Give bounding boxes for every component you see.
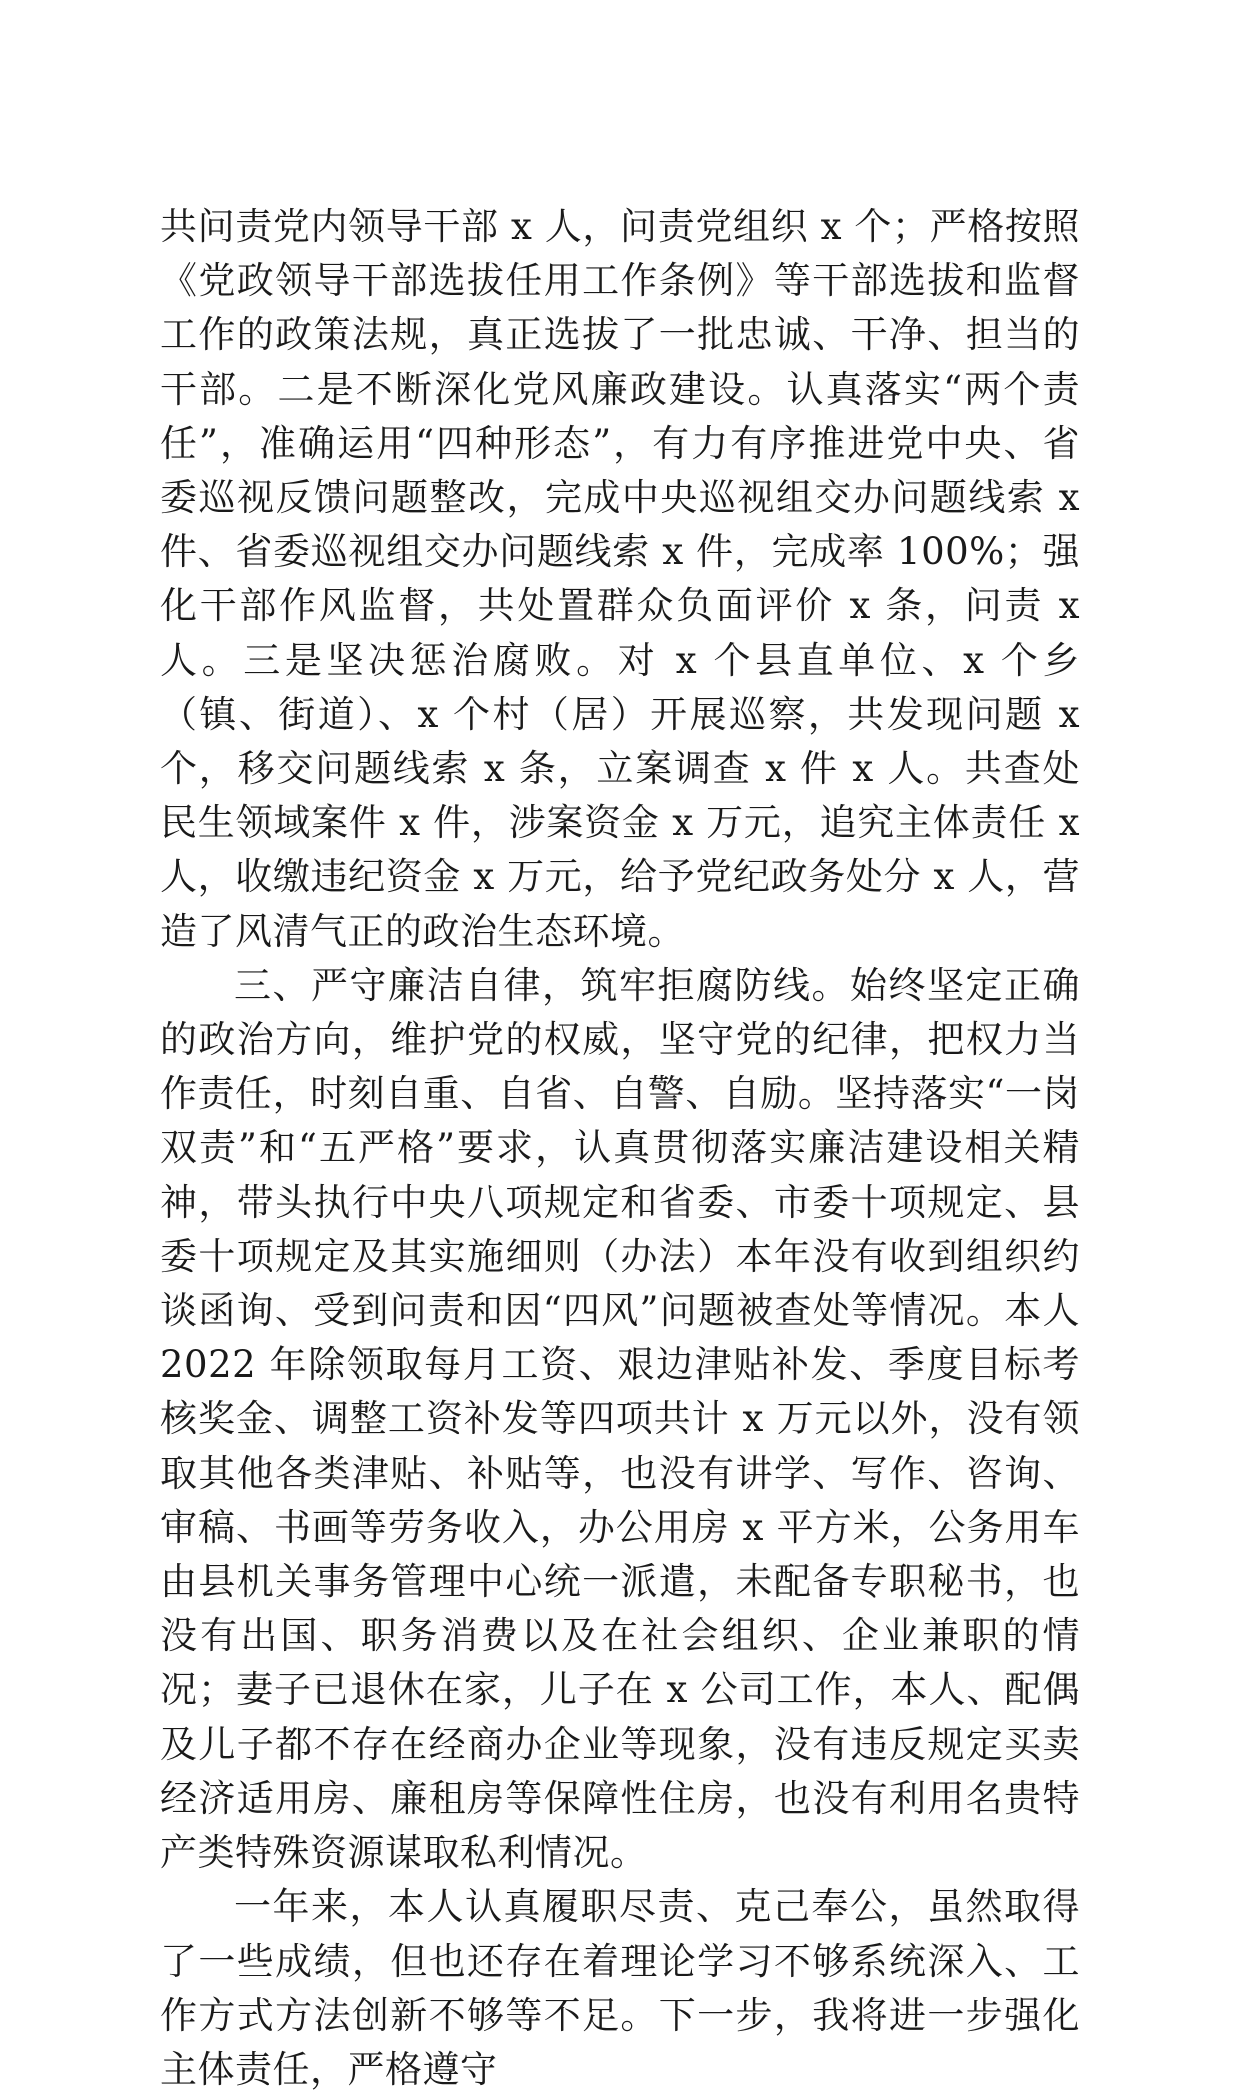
paragraph-integrity-self-discipline: 三、严守廉洁自律，筑牢拒腐防线。始终坚定正确的政治方向，维护党的权威，坚守党的纪律，把权力当作责任，时刻自重、自省、自警、自励。坚持落实“一岗双责”和“五严格”要求，认真贯彻落实廉洁建设相关精神，带头执行中央八项规定和省委、市委十项规定、县委十项规定及其实施细则（办法）本年没有收到组织约谈函询、受到问责和因“四风”问题被查处等情况。本人 2022 年除领取每月工资、艰边津贴补发、季度目标考核奖金、调整工资补发等四项共计 x 万元以外，没有领取其他各类津贴、补贴等，也没有讲学、写作、咨询、审稿、书画等劳务收入，办公用房 x 平方米，公务用车由县机关事务管理中心统一派遣，未配备专职秘书，也没有出国、职务消费以及在社会组织、企业兼职的情况；妻子已退休在家，儿子在 x 公司工作，本人、配偶及儿子都不存在经商办企业等现象，没有违反规定买卖经济适用房、廉租房等保障性住房，也没有利用名贵特产类特殊资源谋取私利情况。 <box>160 963 1080 1875</box>
document-page <box>160 200 1080 2097</box>
paragraph-summary: 一年来，本人认真履职尽责、克己奉公，虽然取得了一些成绩，但也还存在着理论学习不够系统深入、工作方式方法创新不够等不足。下一步，我将进一步强化主体责任，严格遵守 <box>160 1885 1080 2091</box>
paragraph-continuation: 共问责党内领导干部 x 人，问责党组织 x 个；严格按照《党政领导干部选拔任用工作条例》等干部选拔和监督工作的政策法规，真正选拔了一批忠诚、干净、担当的干部。二是不断深化党风廉政建设。认真落实“两个责任”，准确运用“四种形态”，有力有序推进党中央、省委巡视反馈问题整改，完成中央巡视组交办问题线索 x 件、省委巡视组交办问题线索 x 件，完成率 100%；强化干部作风监督，共处置群众负面评价 x 条，问责 x 人。三是坚决惩治腐败。对 x 个县直单位、x 个乡（镇、街道）、x 个村（居）开展巡察，共发现问题 x 个，移交问题线索 x 条，立案调查 x 件 x 人。共查处民生领域案件 x 件，涉案资金 x 万元，追究主体责任 x 人，收缴违纪资金 x 万元，给予党纪政务处分 x 人，营造了风清气正的政治生态环境。 <box>160 205 1080 953</box>
